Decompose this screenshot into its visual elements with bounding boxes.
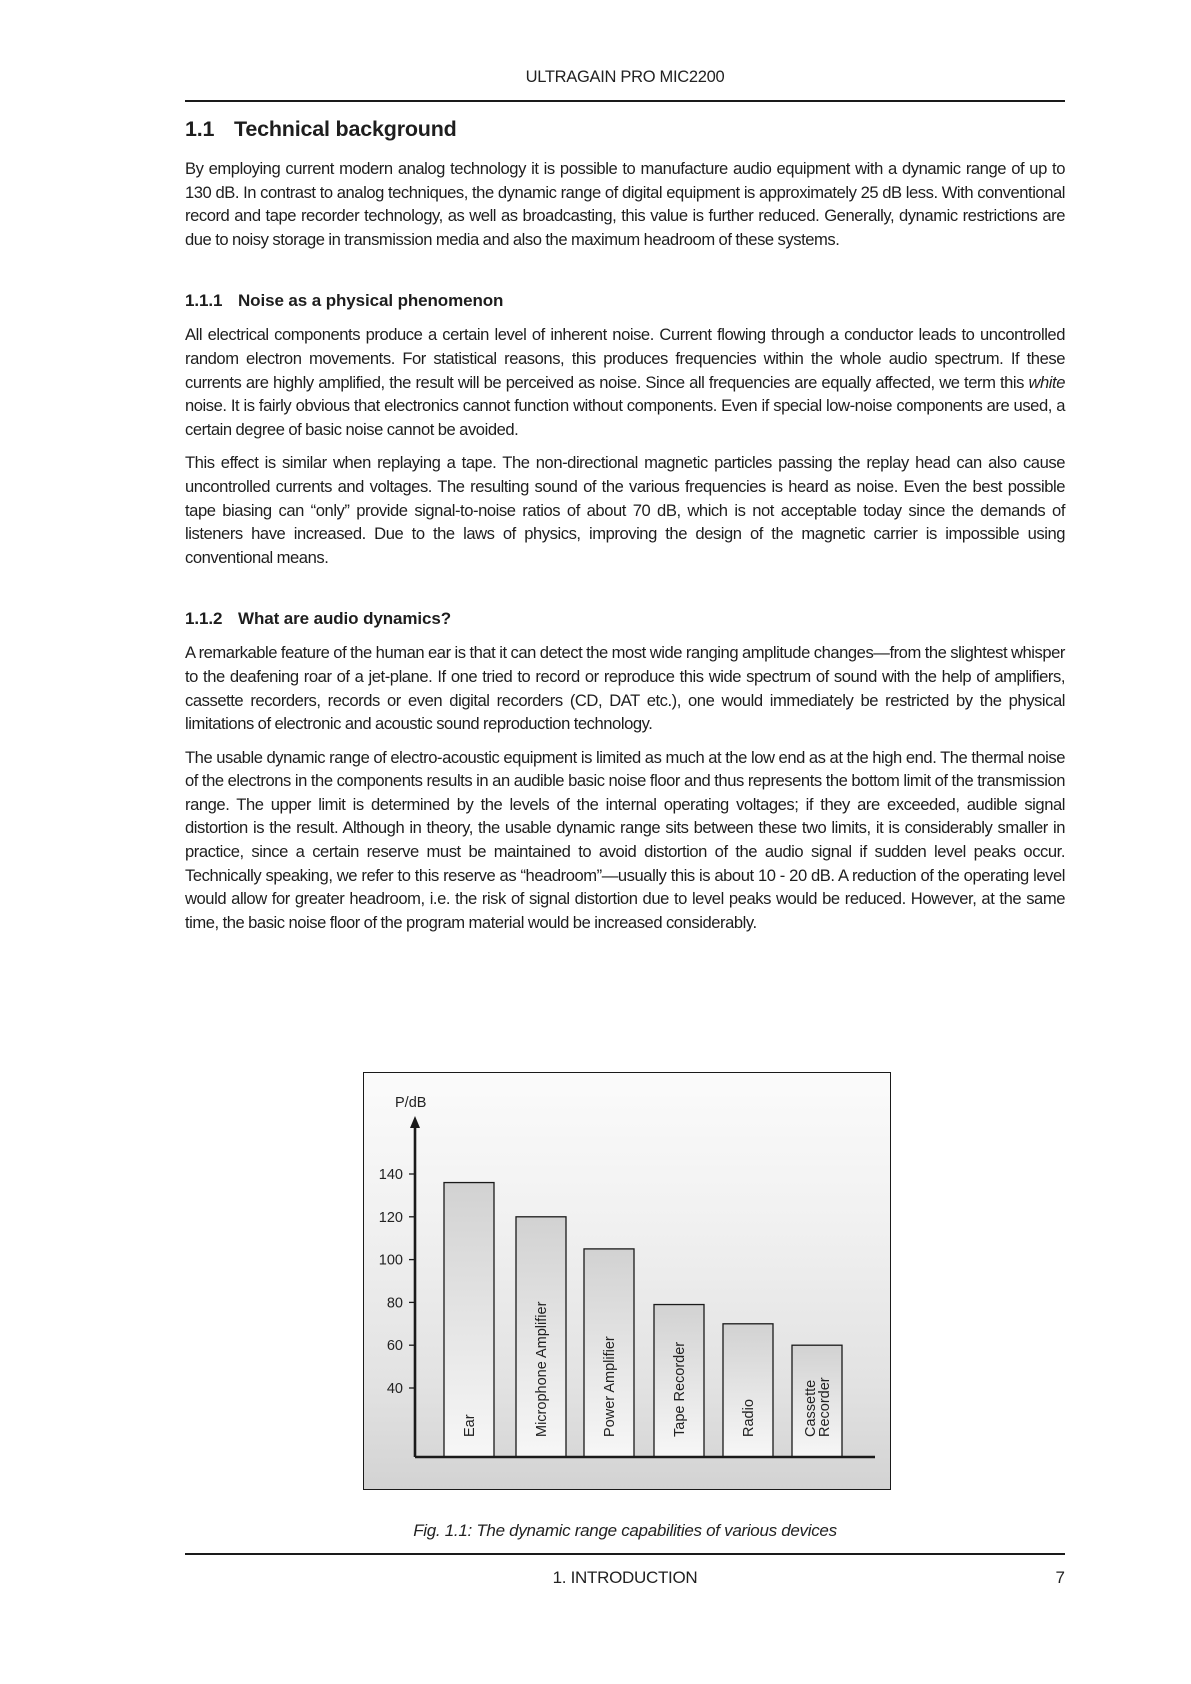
footer-rule [185, 1553, 1065, 1555]
y-tick-label: 60 [386, 1338, 403, 1355]
figure-caption: Fig. 1.1: The dynamic range capabilities of various devices [413, 1521, 837, 1540]
subsection-title: What are audio dynamics? [238, 609, 451, 629]
subsection-title: Noise as a physical phenomenon [238, 291, 504, 311]
paragraph: By employing current modern analog technology it is possible to manufacture audio equipment with a dynamic range of up to 130 dB. In contrast to analog techniques, the dynamic range of digital equipment is approximately 25 dB less. With conventional record and tape recorder technology, as well as broadcasting, this value is further reduced. Generally, dynamic restrictions are due to noisy storage in transmission media and also the maximum headroom of these systems. [185, 159, 1065, 249]
bar-label: Recorder [817, 1377, 833, 1437]
paragraph [185, 323, 1065, 441]
bar-label: Radio [741, 1399, 757, 1437]
subsection-heading [185, 289, 1065, 313]
bar-label: Power Amplifier [602, 1336, 618, 1437]
figure-dynamic-range [363, 1072, 891, 1490]
text-run: noise. It is fairly obvious that electronics cannot function without components. Even if special low-noise components are used, a certain degree of basic noise cannot be avoided. [185, 396, 1065, 439]
footer-chapter: 1. INTRODUCTION [552, 1568, 698, 1587]
y-tick-label: 40 [386, 1381, 403, 1397]
y-tick-label: 80 [386, 1295, 403, 1312]
section-title: Technical background [234, 117, 457, 141]
bar-label: Cassette [803, 1379, 819, 1437]
bar-label: Tape Recorder [672, 1341, 688, 1437]
subsection-number: 1.1.2 [185, 609, 223, 629]
subsection-heading [185, 607, 1065, 631]
bar-chart [364, 1073, 892, 1491]
paragraph: This effect is similar when replaying a tape. The non-directional magnetic particles passing the replay head can also cause uncontrolled currents and voltages. The resulting sound of the various frequencies is heard as noise. Even the best possible tape biasing can “only” provide signal-to-noise ratios of about 70 dB, which is not acceptable today since the demands of listeners have increased. Due to the laws of physics, improving the design of the magnetic carrier is impossible using conventional means. [185, 453, 1065, 567]
italic-term: white [1028, 372, 1065, 392]
section-number: 1.1 [185, 117, 215, 141]
page-content [185, 114, 1065, 944]
paragraph: The usable dynamic range of electro-acoustic equipment is limited as much at the low end as at the high end. The thermal noise of the electrons in the components results in an audible basic noise floor and thus represents the bottom limit of the transmission range. The upper limit is determined by the levels of the internal operating voltages; if they are exceeded, audible signal distortion is the result. Although in theory, the usable dynamic range sits between these two limits, it is considerably smaller in practice, since a certain reserve must be maintained to avoid distortion of the audio signal if sudden level peaks occur. Technically speaking, we refer to this reserve as “headroom”—usually this is about 10 - 20 dB. A reduction of the operating level would allow for greater headroom, i.e. the risk of signal distortion due to level peaks would be reduced. However, at the same time, the basic noise floor of the program material would be increased considerably. [185, 747, 1065, 932]
y-tick-label: 120 [378, 1209, 403, 1226]
bar-label: Ear [462, 1414, 478, 1437]
paragraph: A remarkable feature of the human ear is that it can detect the most wide ranging amplitude changes—from the slightest whisper to the deafening roar of a jet-plane. If one tried to record or reproduce this wide spectrum of sound with the help of amplifiers, cassette recorders, records or even digital recorders (CD, DAT etc.), one would immediately be restricted by the physical limitations of electronic and acoustic sound reproduction technology. [185, 643, 1065, 734]
y-axis-arrow-icon [410, 1116, 420, 1128]
page-number: 7 [1055, 1568, 1065, 1587]
header-rule [185, 100, 1065, 102]
y-axis-label: P/dB [395, 1095, 427, 1111]
y-tick-label: 100 [378, 1252, 403, 1269]
subsection-number: 1.1.1 [185, 291, 223, 311]
y-tick-label: 140 [378, 1167, 403, 1183]
page-header: ULTRAGAIN PRO MIC2200 [525, 68, 725, 86]
section-heading [185, 114, 1065, 144]
bar-label: Microphone Amplifier [534, 1301, 550, 1437]
text-run: All electrical components produce a certain level of inherent noise. Current flowing through a conductor leads to uncontrolled random electron movements. For statistical reasons, this produces frequencies within the whole audio spectrum. If these currents are highly amplified, the result will be perceived as noise. Since all frequencies are equally affected, we term this [185, 325, 1065, 392]
